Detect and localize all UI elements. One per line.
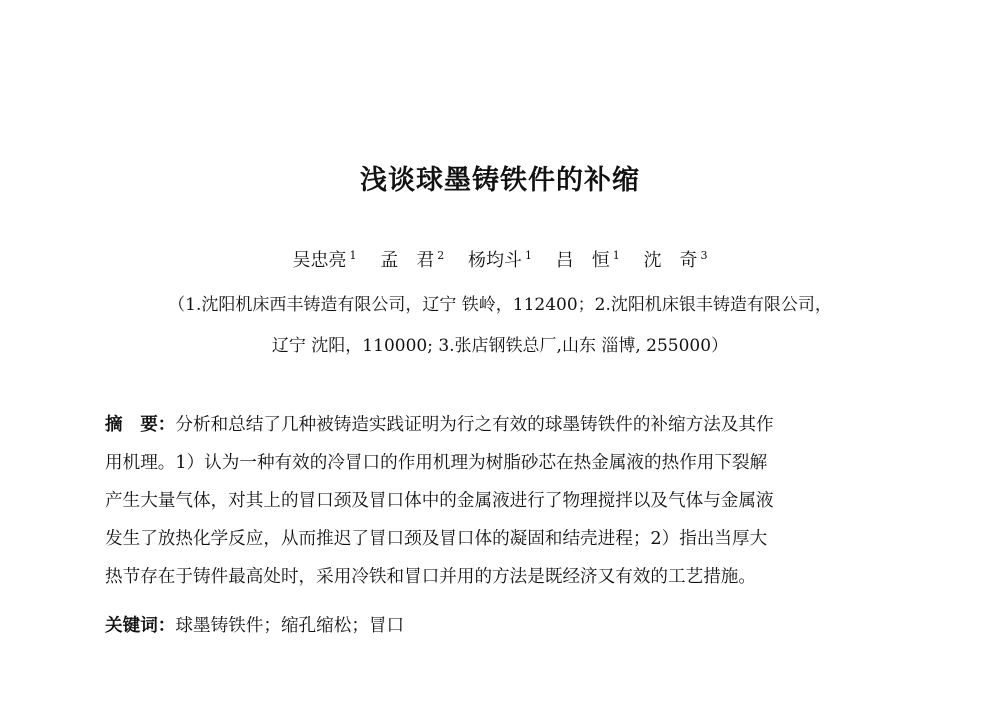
keywords-label: 关键词： [105,616,176,636]
author [293,246,357,272]
affiliation-line-1: （1.沈阳机床西丰铸造有限公司，辽宁 铁岭，112400；2.沈阳机床银丰铸造有限公司， [168,295,832,315]
abstract-line: 产生大量气体，对其上的冒口颈及冒口体中的金属液进行了物理搅拌以及气体与金属液 [105,491,774,511]
author-affiliation-mark: 1 [525,249,532,262]
author [468,246,532,272]
abstract [105,406,895,596]
author-affiliation-mark: 3 [700,249,708,262]
affiliation-line-2: 辽宁 沈阳，110000; 3.张店钢铁总厂,山东 淄博, 255000） [271,336,729,356]
keywords [105,612,404,637]
author-name: 吕 恒 [555,250,610,271]
author-name: 孟 君 [380,250,435,271]
author-name: 沈 奇 [643,250,698,271]
author-affiliation-mark: 2 [437,249,445,262]
author-name: 吴忠亮 [292,250,347,271]
abstract-text: 分析和总结了几种被铸造实践证明为行之有效的球墨铸铁件的补缩方法及其作 [175,415,774,435]
author-list [0,246,1000,272]
author [556,246,620,272]
paper-title: 浅谈球墨铸铁件的补缩 [360,165,640,196]
abstract-label: 摘 要： [105,415,176,435]
abstract-line: 用机理。1）认为一种有效的冷冒口的作用机理为树脂砂芯在热金属液的热作用下裂解 [105,453,768,473]
author-name: 杨均斗 [468,250,522,271]
author [380,246,444,272]
author [643,246,707,272]
abstract-line: 热节存在于铸件最高处时，采用冷铁和冒口并用的方法是既经济又有效的工艺措施。 [105,567,756,587]
author-affiliation-mark: 1 [349,249,357,262]
keywords-text: 球墨铸铁件；缩孔缩松；冒口 [175,616,405,636]
abstract-line [105,406,895,444]
author-affiliation-mark: 1 [612,249,620,262]
abstract-line: 发生了放热化学反应，从而推迟了冒口颈及冒口体的凝固和结壳进程；2）指出当厚大 [105,529,768,549]
